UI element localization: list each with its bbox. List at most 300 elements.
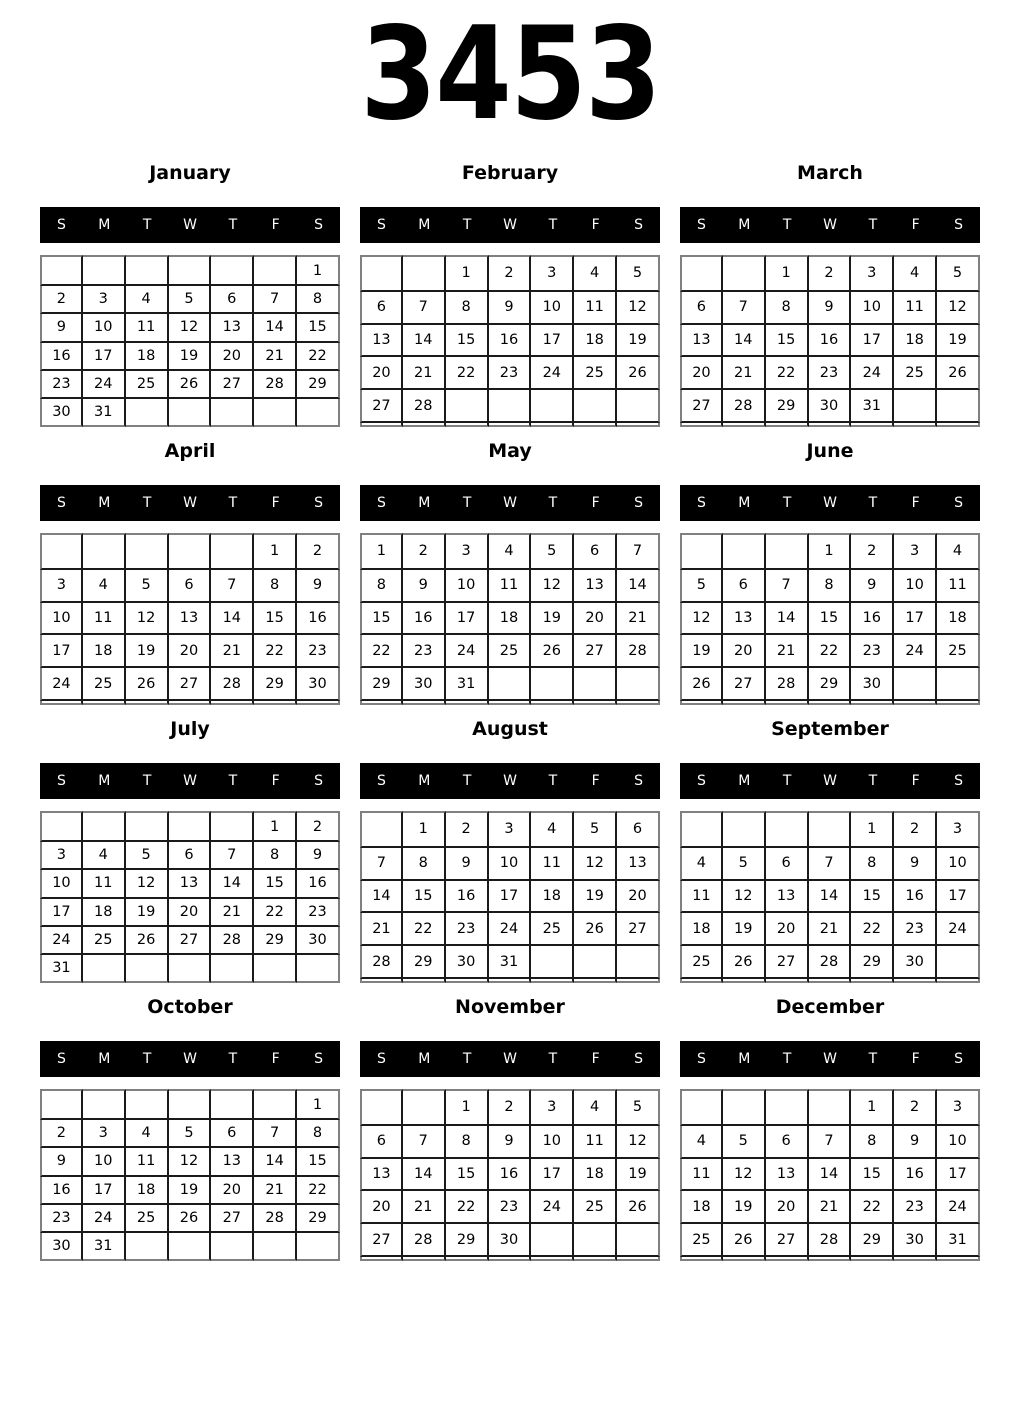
day-cell: 18 — [574, 325, 617, 358]
week-row — [40, 1233, 340, 1261]
day-cell: 22 — [360, 635, 403, 668]
day-cell: 14 — [617, 570, 660, 603]
weekday-label: S — [314, 1051, 324, 1067]
week-row — [40, 899, 340, 927]
week-row — [680, 292, 980, 325]
weekday-label: M — [738, 495, 751, 511]
weekday-label: W — [823, 217, 837, 233]
day-cell: 3 — [40, 570, 83, 603]
weekday-label: F — [271, 217, 280, 233]
day-cell: 22 — [403, 913, 446, 946]
weekday-header-row — [360, 763, 660, 799]
day-cell: 30 — [297, 927, 340, 955]
day-cell — [617, 390, 660, 423]
week-row — [360, 570, 660, 603]
day-cell — [403, 1089, 446, 1126]
day-cell: 28 — [211, 927, 254, 955]
day-cell: 29 — [297, 1205, 340, 1233]
weekday-label: F — [591, 495, 600, 511]
day-cell: 27 — [680, 390, 723, 423]
weekday-label: S — [376, 495, 386, 511]
day-cell — [211, 1233, 254, 1261]
day-cell: 27 — [169, 927, 212, 955]
day-cell: 21 — [360, 913, 403, 946]
day-cell: 11 — [574, 1126, 617, 1159]
day-cell — [126, 811, 169, 842]
day-cell — [531, 979, 574, 983]
month-block — [680, 150, 980, 428]
day-cell — [617, 668, 660, 701]
day-cell: 1 — [446, 1089, 489, 1126]
day-cell — [40, 255, 83, 286]
day-cell: 11 — [126, 1148, 169, 1176]
day-cell: 13 — [169, 603, 212, 636]
day-cell — [489, 701, 532, 705]
day-cell: 29 — [809, 668, 852, 701]
day-cell: 28 — [403, 390, 446, 423]
day-cell: 18 — [574, 1159, 617, 1192]
day-cell: 26 — [169, 1205, 212, 1233]
month-days-table — [680, 255, 980, 427]
week-row — [680, 848, 980, 881]
day-cell — [680, 979, 723, 983]
day-cell — [809, 1257, 852, 1261]
day-cell: 22 — [809, 635, 852, 668]
day-cell — [574, 979, 617, 983]
day-cell — [680, 1089, 723, 1126]
day-cell: 15 — [851, 881, 894, 914]
day-cell: 16 — [894, 1159, 937, 1192]
day-cell: 9 — [851, 570, 894, 603]
day-cell: 2 — [446, 811, 489, 848]
day-cell: 26 — [680, 668, 723, 701]
day-cell: 11 — [531, 848, 574, 881]
day-cell: 3 — [83, 286, 126, 314]
day-cell — [40, 1089, 83, 1120]
day-cell: 16 — [297, 603, 340, 636]
day-cell: 30 — [446, 946, 489, 979]
day-cell: 14 — [211, 870, 254, 898]
weekday-label: S — [634, 495, 644, 511]
day-cell — [766, 423, 809, 427]
day-cell: 16 — [809, 325, 852, 358]
day-cell: 15 — [254, 870, 297, 898]
day-cell: 19 — [937, 325, 980, 358]
weekday-label: W — [823, 1051, 837, 1067]
month-days-table — [680, 1089, 980, 1261]
day-cell — [254, 701, 297, 705]
day-cell — [446, 390, 489, 423]
day-cell: 15 — [297, 314, 340, 342]
day-cell: 17 — [40, 899, 83, 927]
weekday-label: S — [56, 495, 66, 511]
day-cell: 8 — [254, 842, 297, 870]
weekday-label: W — [183, 1051, 197, 1067]
weekday-label: W — [823, 495, 837, 511]
day-cell: 16 — [446, 881, 489, 914]
weekday-label: T — [548, 217, 558, 233]
day-cell: 13 — [766, 881, 809, 914]
day-cell: 17 — [937, 881, 980, 914]
month-days-body — [680, 255, 980, 427]
day-cell: 10 — [937, 1126, 980, 1159]
week-row — [360, 603, 660, 636]
day-cell: 19 — [617, 1159, 660, 1192]
weekday-label: S — [954, 773, 964, 789]
month-title: January — [149, 162, 231, 184]
day-cell: 25 — [574, 1191, 617, 1224]
weekday-label: M — [418, 495, 431, 511]
day-cell — [851, 701, 894, 705]
weekday-label: F — [911, 217, 920, 233]
day-cell: 16 — [297, 870, 340, 898]
month-days-body — [40, 255, 340, 427]
day-cell: 7 — [403, 1126, 446, 1159]
day-cell: 1 — [766, 255, 809, 292]
day-cell: 7 — [360, 848, 403, 881]
day-cell — [531, 668, 574, 701]
day-cell — [40, 701, 83, 705]
day-cell: 11 — [83, 870, 126, 898]
day-cell: 25 — [937, 635, 980, 668]
weekday-label: F — [911, 773, 920, 789]
day-cell: 10 — [83, 1148, 126, 1176]
day-cell: 30 — [403, 668, 446, 701]
week-row — [360, 1159, 660, 1192]
day-cell — [851, 1257, 894, 1261]
day-cell — [766, 979, 809, 983]
day-cell — [617, 423, 660, 427]
day-cell — [83, 1089, 126, 1120]
day-cell: 14 — [254, 1148, 297, 1176]
day-cell: 26 — [617, 357, 660, 390]
day-cell: 23 — [489, 357, 532, 390]
day-cell: 24 — [937, 1191, 980, 1224]
day-cell: 19 — [169, 1177, 212, 1205]
day-cell: 5 — [680, 570, 723, 603]
day-cell: 1 — [254, 533, 297, 570]
day-cell: 27 — [169, 668, 212, 701]
weekday-label: T — [462, 773, 472, 789]
week-row — [40, 533, 340, 570]
day-cell: 20 — [766, 913, 809, 946]
day-cell: 3 — [851, 255, 894, 292]
day-cell: 12 — [723, 1159, 766, 1192]
day-cell: 28 — [211, 668, 254, 701]
day-cell: 5 — [126, 842, 169, 870]
week-row — [680, 946, 980, 979]
day-cell: 22 — [297, 1177, 340, 1205]
week-row — [40, 1120, 340, 1148]
weekday-label: W — [823, 773, 837, 789]
day-cell: 23 — [809, 357, 852, 390]
day-cell: 11 — [83, 603, 126, 636]
year-heading — [0, 0, 1020, 150]
day-cell: 26 — [723, 946, 766, 979]
day-cell: 1 — [360, 533, 403, 570]
month-block — [680, 984, 980, 1262]
day-cell: 23 — [446, 913, 489, 946]
week-row — [360, 292, 660, 325]
day-cell — [574, 390, 617, 423]
week-row — [360, 1191, 660, 1224]
weekday-label: T — [782, 217, 792, 233]
day-cell: 5 — [531, 533, 574, 570]
day-cell: 5 — [574, 811, 617, 848]
weekday-header-row — [40, 1041, 340, 1077]
week-row — [360, 255, 660, 292]
day-cell: 24 — [446, 635, 489, 668]
day-cell: 31 — [446, 668, 489, 701]
day-cell — [254, 255, 297, 286]
day-cell: 12 — [126, 870, 169, 898]
day-cell: 29 — [851, 946, 894, 979]
week-row — [40, 399, 340, 427]
month-days-table — [680, 533, 980, 705]
week-row — [360, 881, 660, 914]
day-cell — [851, 979, 894, 983]
day-cell: 23 — [40, 371, 83, 399]
year-title: 3453 — [360, 0, 660, 149]
day-cell: 29 — [254, 927, 297, 955]
day-cell: 2 — [894, 811, 937, 848]
day-cell: 19 — [531, 603, 574, 636]
day-cell: 25 — [531, 913, 574, 946]
day-cell: 9 — [894, 1126, 937, 1159]
day-cell: 13 — [766, 1159, 809, 1192]
day-cell: 25 — [126, 1205, 169, 1233]
day-cell: 10 — [531, 1126, 574, 1159]
day-cell: 3 — [489, 811, 532, 848]
day-cell: 19 — [169, 343, 212, 371]
weekday-label: T — [782, 773, 792, 789]
day-cell — [680, 533, 723, 570]
weekday-label: T — [462, 217, 472, 233]
weekday-label: F — [591, 1051, 600, 1067]
day-cell: 12 — [169, 314, 212, 342]
day-cell — [83, 955, 126, 983]
day-cell: 31 — [83, 399, 126, 427]
weekday-label: M — [418, 217, 431, 233]
day-cell: 30 — [894, 1224, 937, 1257]
day-cell: 6 — [211, 286, 254, 314]
week-row — [40, 635, 340, 668]
day-cell — [403, 255, 446, 292]
day-cell: 16 — [403, 603, 446, 636]
day-cell: 26 — [531, 635, 574, 668]
day-cell: 7 — [254, 286, 297, 314]
weekday-header-row — [360, 485, 660, 521]
day-cell — [360, 1089, 403, 1126]
month-days-body — [360, 533, 660, 705]
week-row — [360, 848, 660, 881]
day-cell — [766, 701, 809, 705]
day-cell — [574, 701, 617, 705]
day-cell — [211, 811, 254, 842]
month-block — [40, 706, 340, 984]
day-cell — [169, 399, 212, 427]
day-cell: 30 — [894, 946, 937, 979]
day-cell: 13 — [360, 1159, 403, 1192]
day-cell: 9 — [297, 842, 340, 870]
day-cell: 8 — [446, 1126, 489, 1159]
day-cell: 30 — [40, 1233, 83, 1261]
day-cell: 8 — [254, 570, 297, 603]
month-days-table — [40, 1089, 340, 1261]
day-cell — [937, 701, 980, 705]
week-row — [40, 1177, 340, 1205]
day-cell: 17 — [894, 603, 937, 636]
day-cell: 2 — [894, 1089, 937, 1126]
day-cell: 17 — [531, 325, 574, 358]
day-cell: 1 — [446, 255, 489, 292]
weekday-label: T — [868, 773, 878, 789]
day-cell: 18 — [126, 343, 169, 371]
months-grid — [0, 150, 1020, 1262]
day-cell — [169, 533, 212, 570]
weekday-label: S — [634, 217, 644, 233]
day-cell — [360, 423, 403, 427]
day-cell: 24 — [937, 913, 980, 946]
day-cell: 19 — [680, 635, 723, 668]
day-cell: 16 — [489, 325, 532, 358]
day-cell: 20 — [617, 881, 660, 914]
weekday-label: T — [462, 495, 472, 511]
weekday-label: T — [782, 495, 792, 511]
day-cell — [254, 399, 297, 427]
day-cell — [211, 1089, 254, 1120]
day-cell: 23 — [297, 899, 340, 927]
day-cell: 21 — [809, 913, 852, 946]
month-days-body — [360, 1089, 660, 1261]
day-cell: 23 — [297, 635, 340, 668]
day-cell: 21 — [403, 1191, 446, 1224]
month-days-body — [680, 1089, 980, 1261]
day-cell: 3 — [83, 1120, 126, 1148]
weekday-label: S — [954, 1051, 964, 1067]
day-cell: 27 — [617, 913, 660, 946]
day-cell: 23 — [489, 1191, 532, 1224]
day-cell: 20 — [360, 357, 403, 390]
day-cell: 7 — [254, 1120, 297, 1148]
day-cell: 26 — [574, 913, 617, 946]
month-block — [360, 706, 660, 984]
day-cell — [83, 255, 126, 286]
weekday-label: T — [228, 773, 238, 789]
month-days-body — [680, 811, 980, 983]
week-row — [680, 603, 980, 636]
day-cell: 15 — [446, 1159, 489, 1192]
day-cell: 20 — [723, 635, 766, 668]
day-cell — [723, 1089, 766, 1126]
day-cell — [126, 399, 169, 427]
month-title: November — [455, 996, 565, 1018]
week-row — [40, 570, 340, 603]
day-cell — [126, 701, 169, 705]
day-cell — [297, 399, 340, 427]
day-cell: 3 — [531, 1089, 574, 1126]
week-row — [680, 1224, 980, 1257]
day-cell: 18 — [680, 1191, 723, 1224]
day-cell: 4 — [680, 1126, 723, 1159]
week-row — [680, 1126, 980, 1159]
day-cell: 18 — [489, 603, 532, 636]
week-row — [680, 979, 980, 983]
weekday-label: M — [98, 495, 111, 511]
week-row — [680, 533, 980, 570]
day-cell: 17 — [489, 881, 532, 914]
day-cell — [254, 955, 297, 983]
day-cell — [211, 701, 254, 705]
week-row — [360, 979, 660, 983]
day-cell: 27 — [211, 371, 254, 399]
day-cell — [83, 701, 126, 705]
day-cell: 4 — [83, 842, 126, 870]
day-cell: 14 — [766, 603, 809, 636]
weekday-label: T — [142, 773, 152, 789]
day-cell: 21 — [723, 357, 766, 390]
day-cell: 18 — [894, 325, 937, 358]
day-cell: 8 — [403, 848, 446, 881]
day-cell: 20 — [766, 1191, 809, 1224]
weekday-label: T — [462, 1051, 472, 1067]
day-cell: 10 — [937, 848, 980, 881]
day-cell: 9 — [297, 570, 340, 603]
day-cell — [126, 533, 169, 570]
day-cell: 28 — [254, 371, 297, 399]
day-cell: 6 — [360, 1126, 403, 1159]
day-cell: 12 — [126, 603, 169, 636]
month-block — [680, 428, 980, 706]
day-cell — [169, 1089, 212, 1120]
day-cell: 26 — [617, 1191, 660, 1224]
day-cell: 13 — [680, 325, 723, 358]
week-row — [680, 1089, 980, 1126]
day-cell: 6 — [617, 811, 660, 848]
day-cell: 4 — [574, 255, 617, 292]
weekday-label: M — [418, 773, 431, 789]
month-block — [40, 428, 340, 706]
day-cell: 31 — [489, 946, 532, 979]
day-cell: 10 — [894, 570, 937, 603]
weekday-label: S — [56, 773, 66, 789]
day-cell: 25 — [489, 635, 532, 668]
day-cell: 23 — [403, 635, 446, 668]
day-cell: 5 — [723, 1126, 766, 1159]
month-title: July — [170, 718, 210, 740]
weekday-label: T — [142, 495, 152, 511]
day-cell: 4 — [489, 533, 532, 570]
day-cell: 14 — [809, 881, 852, 914]
weekday-label: M — [418, 1051, 431, 1067]
week-row — [40, 811, 340, 842]
day-cell: 2 — [809, 255, 852, 292]
week-row — [360, 1126, 660, 1159]
day-cell: 18 — [531, 881, 574, 914]
day-cell — [766, 1257, 809, 1261]
day-cell: 2 — [489, 1089, 532, 1126]
day-cell: 3 — [40, 842, 83, 870]
day-cell: 6 — [574, 533, 617, 570]
day-cell — [403, 423, 446, 427]
day-cell: 28 — [360, 946, 403, 979]
month-days-table — [40, 255, 340, 427]
day-cell: 23 — [894, 913, 937, 946]
weekday-label: W — [503, 495, 517, 511]
day-cell: 7 — [617, 533, 660, 570]
day-cell: 11 — [937, 570, 980, 603]
day-cell: 10 — [446, 570, 489, 603]
